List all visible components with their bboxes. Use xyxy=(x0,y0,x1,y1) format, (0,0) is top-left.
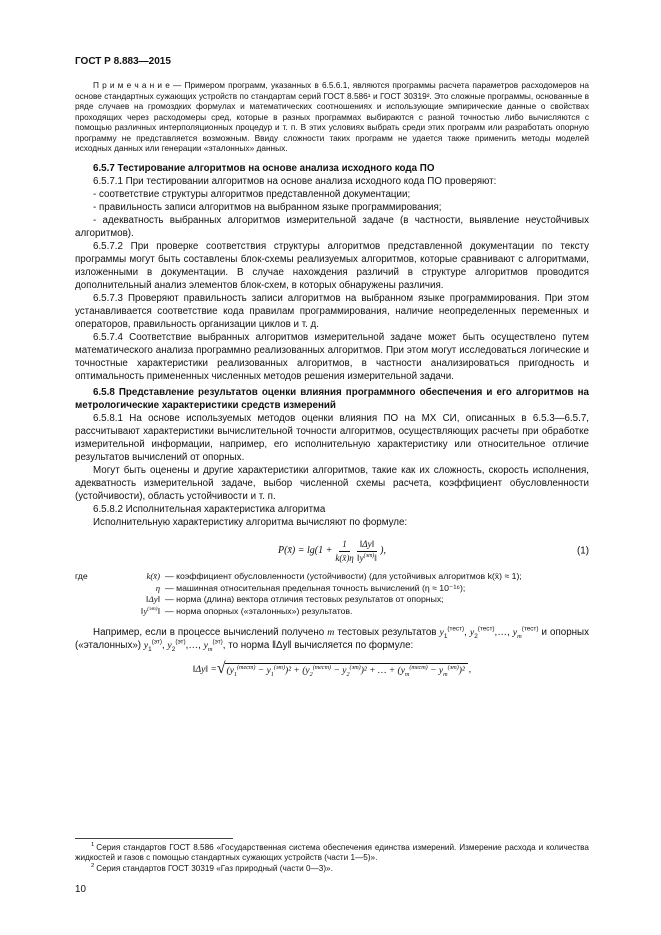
formula-token: (эт) xyxy=(273,664,286,671)
footnote-text: Серия стандартов ГОСТ 8.586 «Государственная система обеспечения единства измерений. Измерение расхода и количества жидкостей и газов с помощью стандартных сужающих устройств (части 1—5)». xyxy=(75,842,589,863)
formula-token: m xyxy=(327,626,335,638)
formula-token: y xyxy=(469,626,475,638)
where-row-delta-y xyxy=(75,594,589,606)
fraction-numerator: 1 xyxy=(339,539,350,551)
section-heading-6-5-8: 6.5.8 Представление результатов оценки влияния программного обеспечения и его алгоритмов на метрологические характеристики средств измерений xyxy=(75,386,589,411)
square-root-sign: √ xyxy=(216,659,226,677)
formula-token: ,…, xyxy=(494,626,513,638)
formula-token: )² + … + ( xyxy=(360,665,401,676)
fraction-denominator: k(x̄)η xyxy=(335,552,354,563)
where-keyword-spacer xyxy=(75,606,99,618)
formula-token: y xyxy=(400,665,405,676)
formula-token: Например, если в процессе вычислений получено xyxy=(93,626,328,638)
page-number: 10 xyxy=(75,884,86,895)
formula-token: η xyxy=(155,582,160,593)
formula-token: тестовых результатов xyxy=(334,626,440,638)
where-term xyxy=(104,571,160,583)
where-keyword-spacer xyxy=(75,594,99,606)
equation-number: (1) xyxy=(577,545,589,557)
footnote-1 xyxy=(75,843,589,865)
formula-token: 1 xyxy=(148,645,152,653)
formula-token: y xyxy=(167,639,172,651)
formula-token: ‖y xyxy=(357,552,364,563)
list-item-adequacy: - адекватность выбранных алгоритмов измерительной задаче (в частности, выявление неустойчивых алгоритмов). xyxy=(75,214,589,239)
where-row-k xyxy=(75,571,589,583)
formula-token: )² + ( xyxy=(285,665,306,676)
footnotes xyxy=(75,838,589,875)
formula-token: y xyxy=(305,665,310,676)
formula-1-prefix: P(x̄) = lg(1 + xyxy=(278,545,333,557)
paragraph-6-5-7-1: 6.5.7.1 При тестировании алгоритмов на основе анализа исходного кода ПО проверяют: xyxy=(93,175,497,187)
formula-2-expression xyxy=(192,659,472,678)
paragraph-6-5-7-4: 6.5.7.4 Соответствие выбранных алгоритмов измерительной задаче может быть осуществлено путем математического анализа программно реализованных алгоритмов. При этом могут исследоваться логические и точностные характеристики реализованных алгоритмов, в частности анализироваться пригодность и оптимальность примененных численных методов решения измерительной задачи. xyxy=(75,331,589,382)
formula-token: (эт) xyxy=(212,638,223,646)
formula-token: ‖ xyxy=(374,552,377,563)
footnote-separator xyxy=(75,838,233,839)
document-header: ГОСТ Р 8.883—2015 xyxy=(75,56,171,67)
footnote-marker: 1 xyxy=(91,841,95,848)
formula-token: 2 xyxy=(171,645,176,653)
formula-1-suffix: ), xyxy=(380,545,386,557)
paragraph-6-5-7-3: 6.5.7.3 Проверяют правильность записи алгоритмов на выбранном языке программирования. При этом устанавливается соответствие кода правилам программирования, наличие неопределенных переменных и операторов, правильность организации циклов и т. д. xyxy=(75,292,589,330)
formula-token: (эт) xyxy=(175,638,186,646)
note-label: П р и м е ч а н и е — xyxy=(93,80,185,90)
formula-token: − xyxy=(427,665,439,676)
paragraph-formula-intro: Исполнительную характеристику алгоритма вычисляют по формуле: xyxy=(93,517,408,529)
example-paragraph xyxy=(75,626,589,652)
paragraph-other-characteristics: Могут быть оценены и другие характеристики алгоритмов, такие как их сложность, скорость исполнения, адекватность измерительной задаче, выбор численной схемы расчета, коэффициент обусловленности (устойчивости), область устойчивости и т. п. xyxy=(75,465,589,503)
formula-token: (тест) xyxy=(312,664,332,671)
document-content xyxy=(75,80,589,678)
formula-token: y xyxy=(342,665,347,676)
formula-token: (эт) xyxy=(363,552,375,559)
section-heading-6-5-7: 6.5.7 Тестирование алгоритмов на основе анализа исходного кода ПО xyxy=(93,162,435,174)
where-row-eta xyxy=(75,583,589,595)
footnote-marker: 2 xyxy=(91,863,95,870)
formula-token: (тест) xyxy=(237,664,256,671)
where-description: — норма (длина) вектора отличия тестовых результатов от опорных; xyxy=(165,594,444,605)
formula-token: (эт) xyxy=(147,606,158,613)
formula-token: (эт) xyxy=(447,664,459,671)
formula-token: y xyxy=(229,665,234,676)
paragraph-6-5-8-2: 6.5.8.2 Исполнительная характеристика алгоритма xyxy=(93,504,326,516)
formula-2-lhs: ‖Δy‖ = xyxy=(192,664,217,675)
formula-token: y xyxy=(143,639,149,651)
formula-token: y xyxy=(266,665,271,676)
formula-token: , xyxy=(161,639,168,651)
formula-token: (тест) xyxy=(521,625,539,633)
formula-token: 1 xyxy=(233,671,237,678)
formula-token: k(x̄) xyxy=(146,570,160,581)
where-keyword-spacer xyxy=(75,583,99,595)
formula-token: 2 xyxy=(474,632,478,640)
formula-token: − xyxy=(255,665,267,676)
formula-token: и опорных («эталонных») xyxy=(75,626,589,651)
where-definitions xyxy=(75,571,589,618)
formula-2-suffix: , xyxy=(468,664,472,675)
formula-token: y xyxy=(438,665,444,676)
formula-token: ( xyxy=(226,665,230,676)
where-keyword: где xyxy=(75,570,88,581)
formula-token: m xyxy=(404,671,410,678)
formula-token: 1 xyxy=(270,671,274,678)
where-row-y-et xyxy=(75,606,589,618)
fraction-numerator: ‖Δy‖ xyxy=(357,539,377,551)
where-description: — коэффициент обусловленности (устойчивости) (для устойчивых алгоритмов k(x̄) ≈ 1); xyxy=(165,570,522,581)
where-term xyxy=(104,606,160,618)
where-description: — машинная относительная предельная точность вычислений (η ≈ 10⁻¹⁶); xyxy=(165,582,466,593)
formula-token: y xyxy=(512,626,518,638)
formula-token: )² xyxy=(458,665,465,676)
formula-1-expression xyxy=(278,539,386,563)
list-item-structure: - соответствие структуры алгоритмов представленной документации; xyxy=(93,188,411,200)
formula-token: m xyxy=(207,645,213,653)
formula-token: ‖y xyxy=(141,606,148,617)
list-item-correctness: - правильность записи алгоритмов на выбранном языке программирования; xyxy=(93,201,442,213)
formula-1-fraction-1 xyxy=(335,539,353,563)
formula-1-fraction-2 xyxy=(357,539,377,563)
formula-token: ‖ xyxy=(157,606,160,617)
formula-token: 1 xyxy=(443,632,448,640)
formula-token: (эт) xyxy=(151,638,162,646)
formula-token: 2 xyxy=(346,671,350,678)
formula-token: (эт) xyxy=(349,664,361,671)
formula-1 xyxy=(75,539,589,563)
where-term xyxy=(104,594,160,606)
footnote-text: Серия стандартов ГОСТ 30319 «Газ природный (части 0—3)». xyxy=(96,864,333,874)
formula-token: − xyxy=(331,665,343,676)
where-term xyxy=(104,583,160,595)
formula-token: 2 xyxy=(309,671,313,678)
formula-token: , то норма ‖Δy‖ вычисляется по формуле: xyxy=(222,639,414,651)
formula-token: m xyxy=(443,671,448,678)
formula-token: ‖Δy‖ xyxy=(146,594,160,605)
note-paragraph xyxy=(75,80,589,154)
footnote-2 xyxy=(75,864,589,875)
formula-token: ,…, xyxy=(185,639,204,651)
formula-token: , xyxy=(464,626,470,638)
note-text: Примером программ, указанных в 6.5.6.1, являются программы расчета параметров расходомеров на основе стандартных сужающих устройств по стандартам серий ГОСТ 8.586¹ и ГОСТ 30319². Это сложные программы, основанные в ряде случаев на громоздких формулах и математических соотношениях и использующие эмпирические данные о свойствах проходящих через расходомеры сред, которые в разных программах выбираются с разной точностью либо вычисляются с помощью различных интерполяционных процедур и т. п. В этих условиях выбрать среди этих программ или разработать опорную программу не представляется возможным. Ввиду сложности таких программ не удается также применить методы моделей исходных данных или генерации «эталонных» данных. xyxy=(75,80,589,154)
formula-token: y xyxy=(439,626,444,638)
formula-2 xyxy=(75,659,589,678)
formula-token: y xyxy=(203,639,208,651)
fraction-denominator xyxy=(357,552,377,563)
formula-token: (тест) xyxy=(477,625,495,633)
formula-token: (тест) xyxy=(409,664,428,671)
formula-token: (тест) xyxy=(447,625,465,633)
paragraph-6-5-8-1: 6.5.8.1 На основе используемых методов оценки влияния ПО на МХ СИ, описанных в 6.5.3—6.5.7, рассчитывают характеристики вычислительной точности алгоритмов, осуществляющих расчеты при обработке измерительной информации, например, его исполнительную характеристику или относительное отличие результатов вычислений от опорных. xyxy=(75,413,589,464)
formula-token: m xyxy=(517,632,522,640)
formula-2-radicand xyxy=(225,663,468,678)
paragraph-6-5-7-2: 6.5.7.2 При проверке соответствия структуры алгоритмов представленной документации по тексту программы могут быть составлены блок-схемы реализуемых алгоритмов, которые сравнивают с алгоритмами, изложенными в документации. В случае нахождения различий в структуре алгоритмов проводится дополнительный анализ элементов блок-схем, в которых обнаружены различия. xyxy=(75,240,589,291)
where-description: — норма опорных («эталонных») результатов. xyxy=(165,606,353,617)
